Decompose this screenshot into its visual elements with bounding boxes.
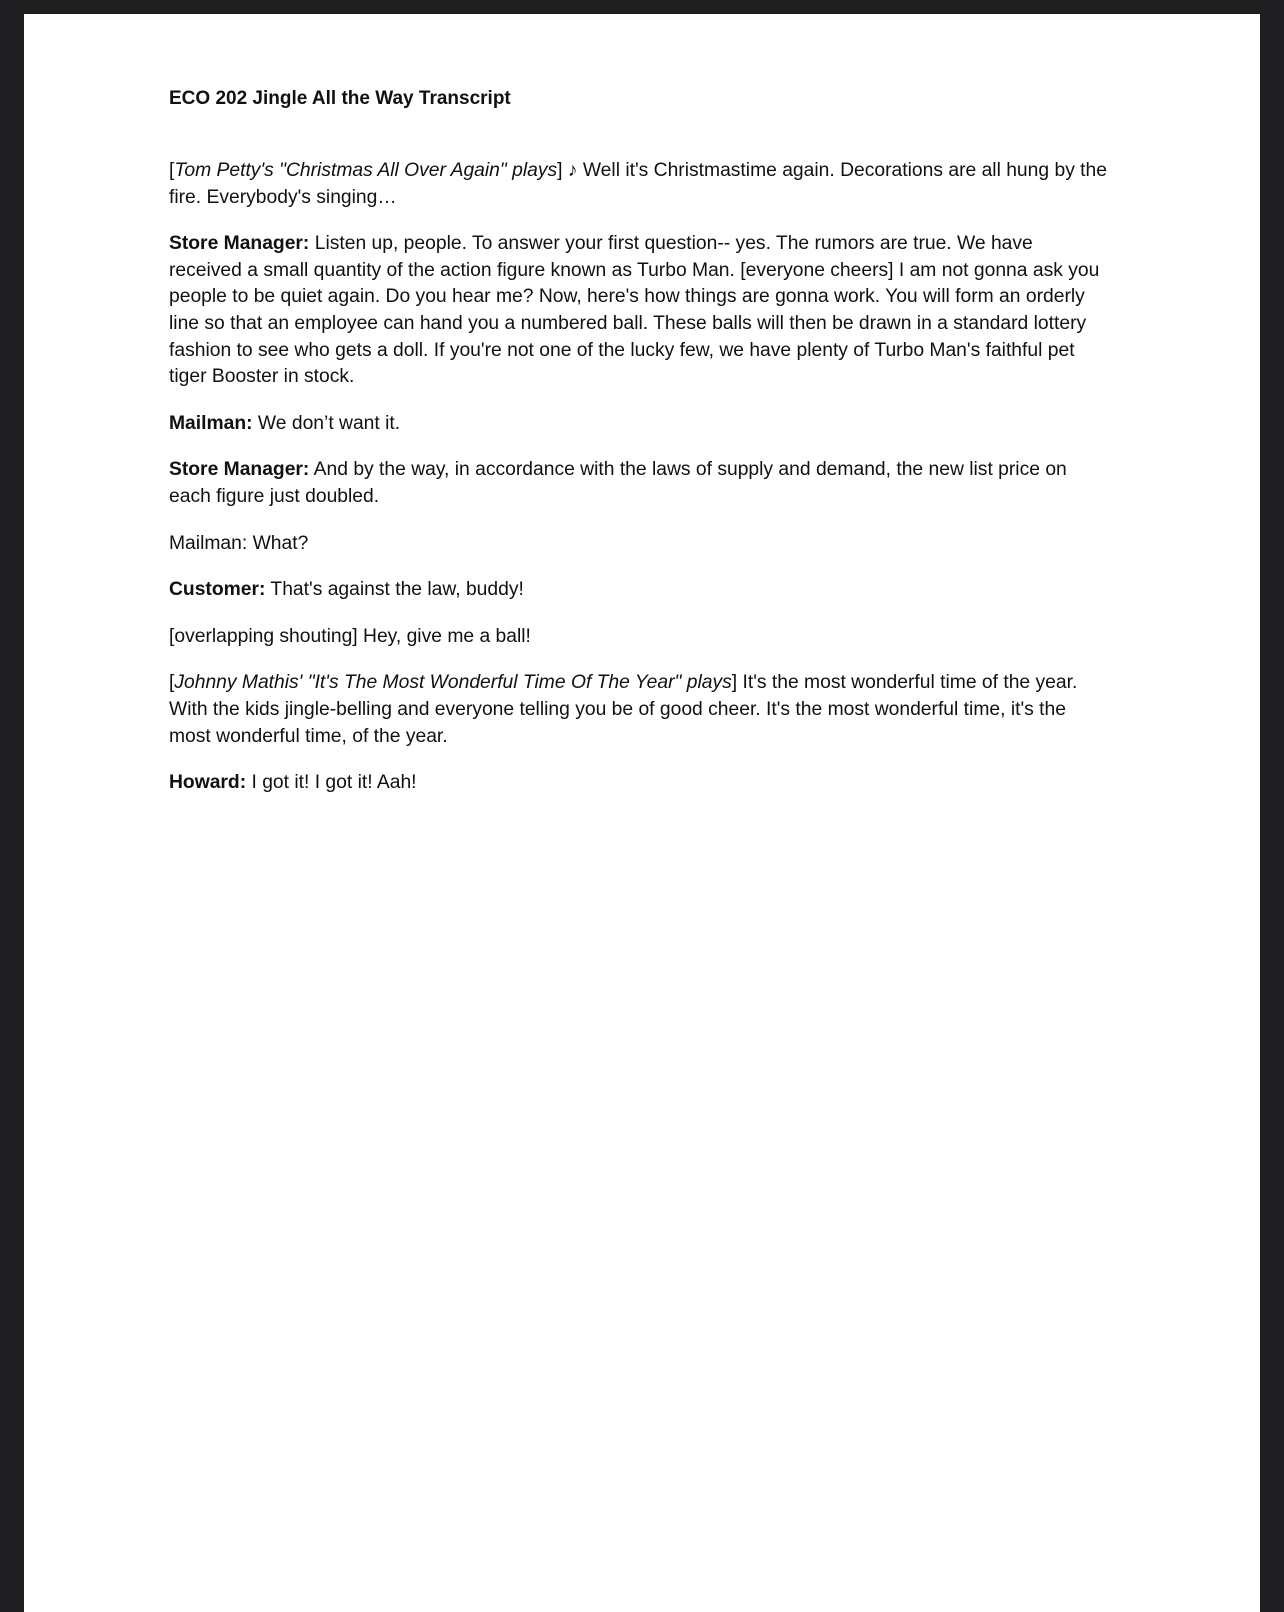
lyrics-text: ] It's the most wonderful time of the year. With the kids jingle-belling and everyone telling you be of good cheer. It's the most wonderful time, it's the most wonderful time, of the year. (169, 672, 1078, 747)
dialogue-text: Mailman: What? (169, 532, 309, 554)
transcript-paragraph (169, 577, 1110, 604)
dialogue-text: That's against the law, buddy! (265, 579, 524, 601)
document-title: ECO 202 Jingle All the Way Transcript (169, 88, 511, 109)
transcript-paragraph (169, 770, 1110, 797)
dialogue-text: And by the way, in accordance with the laws of supply and demand, the new list price on each figure just doubled. (169, 459, 1067, 507)
transcript-paragraph (169, 457, 1110, 510)
dialogue-text: [overlapping shouting] Hey, give me a ball! (169, 625, 531, 647)
transcript-paragraph (169, 670, 1110, 750)
speaker-label: Store Manager: (169, 459, 310, 481)
song-cue: Johnny Mathis' "It's The Most Wonderful Time Of The Year" plays (174, 672, 732, 694)
dialogue-text: We don’t want it. (252, 412, 401, 434)
speaker-label: Customer: (169, 579, 266, 601)
dialogue-text: I got it! I got it! Aah! (246, 772, 417, 794)
document-page (24, 14, 1260, 1612)
song-cue: Tom Petty's "Christmas All Over Again" plays (174, 160, 558, 181)
lyrics-text: ] ♪ Well it's Christmastime again. Decorations are all hung by the fire. Everybody's singing… (169, 160, 1107, 208)
transcript-paragraph (169, 624, 1110, 651)
transcript-paragraph (169, 411, 1110, 438)
transcript-paragraph (169, 231, 1110, 391)
dialogue-text: Listen up, people. To answer your first question-- yes. The rumors are true. We have received a small quantity of the action figure known as Turbo Man. [everyone cheers] I am not gonna ask you people to be quiet again. Do you hear me? Now, here's how things are gonna work. You will form an orderly line so that an employee can hand you a numbered ball. These balls will then be drawn in a standard lottery fashion to see who gets a doll. If you're not one of the lucky few, we have plenty of Turbo Man's faithful pet tiger Booster in stock. (169, 233, 1100, 388)
bracket-open: [ (169, 160, 175, 181)
transcript-paragraph (169, 531, 1110, 558)
transcript-paragraph (169, 158, 1110, 211)
speaker-label: Mailman: (169, 412, 253, 434)
speaker-label: Howard: (169, 772, 247, 794)
speaker-label: Store Manager: (169, 233, 310, 255)
bracket-open: [ (169, 672, 175, 694)
